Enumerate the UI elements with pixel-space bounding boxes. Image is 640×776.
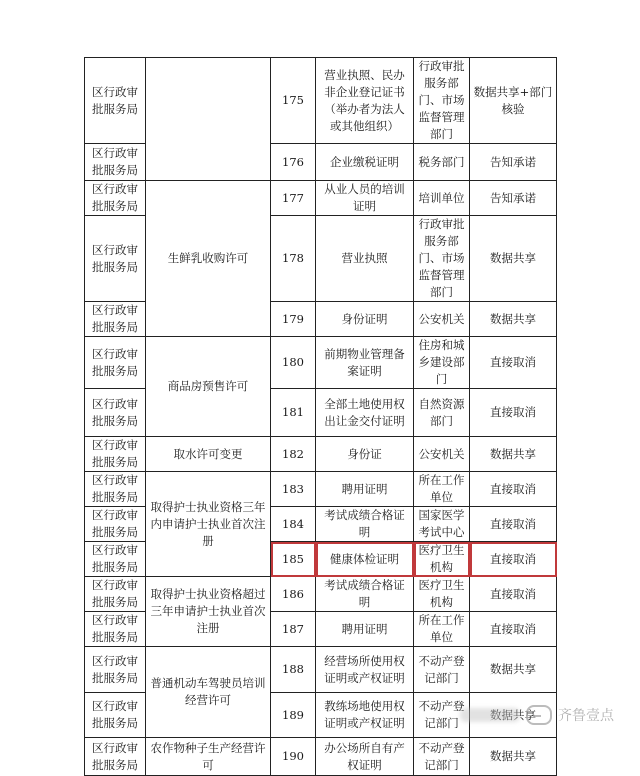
department-cell: 区行政审批服务局 [85, 144, 146, 181]
item-cell: 普通机动车驾驶员培训经营许可 [146, 647, 271, 738]
issuer-cell: 行政审批服务部门、市场监督管理部门 [414, 58, 470, 144]
number-cell: 185 [271, 542, 316, 577]
table-row [85, 577, 557, 612]
table-row [85, 437, 557, 472]
issuer-cell: 国家医学考试中心 [414, 507, 470, 542]
item-cell: 取得护士执业资格超过三年申请护士执业首次注册 [146, 577, 271, 647]
issuer-cell: 不动产登记部门 [414, 693, 470, 738]
document-cell: 从业人员的培训证明 [316, 181, 414, 216]
document-cell: 经营场所使用权证明或产权证明 [316, 647, 414, 693]
issuer-cell: 税务部门 [414, 144, 470, 181]
method-cell: 直接取消 [470, 577, 557, 612]
item-cell: 生鲜乳收购许可 [146, 181, 271, 337]
method-cell: 告知承诺 [470, 181, 557, 216]
document-cell: 聘用证明 [316, 472, 414, 507]
department-cell: 区行政审批服务局 [85, 693, 146, 738]
document-cell: 教练场地使用权证明或产权证明 [316, 693, 414, 738]
department-cell: 区行政审批服务局 [85, 472, 146, 507]
document-cell: 考试成绩合格证明 [316, 507, 414, 542]
method-cell: 数据共享 [470, 437, 557, 472]
department-cell: 区行政审批服务局 [85, 302, 146, 337]
number-cell: 181 [271, 389, 316, 437]
number-cell: 188 [271, 647, 316, 693]
document-cell: 企业缴税证明 [316, 144, 414, 181]
department-cell: 区行政审批服务局 [85, 507, 146, 542]
department-cell: 区行政审批服务局 [85, 612, 146, 647]
method-cell: 直接取消 [470, 612, 557, 647]
item-cell: 商品房预售许可 [146, 337, 271, 437]
issuer-cell: 行政审批服务部门、市场监督管理部门 [414, 216, 470, 302]
method-cell: 数据共享 [470, 216, 557, 302]
method-cell: 数据共享 [470, 693, 557, 738]
department-cell: 区行政审批服务局 [85, 437, 146, 472]
document-cell: 前期物业管理备案证明 [316, 337, 414, 389]
watermark-label: 齐鲁壹点 [558, 708, 614, 724]
item-cell [146, 58, 271, 181]
department-cell: 区行政审批服务局 [85, 181, 146, 216]
document-cell: 营业执照 [316, 216, 414, 302]
issuer-cell: 自然资源部门 [414, 389, 470, 437]
number-cell: 189 [271, 693, 316, 738]
item-cell: 农作物种子生产经营许可 [146, 738, 271, 776]
method-cell: 直接取消 [470, 507, 557, 542]
issuer-cell: 不动产登记部门 [414, 647, 470, 693]
department-cell: 区行政审批服务局 [85, 58, 146, 144]
table-row [85, 58, 557, 144]
document-cell: 健康体检证明 [316, 542, 414, 577]
department-cell: 区行政审批服务局 [85, 577, 146, 612]
document-cell: 考试成绩合格证明 [316, 577, 414, 612]
method-cell: 数据共享+部门核验 [470, 58, 557, 144]
document-cell: 全部土地使用权出让金交付证明 [316, 389, 414, 437]
issuer-cell: 所在工作单位 [414, 472, 470, 507]
number-cell: 178 [271, 216, 316, 302]
issuer-cell: 不动产登记部门 [414, 738, 470, 776]
method-cell: 直接取消 [470, 389, 557, 437]
department-cell: 区行政审批服务局 [85, 647, 146, 693]
table-row [85, 472, 557, 507]
issuer-cell: 公安机关 [414, 302, 470, 337]
document-cell: 聘用证明 [316, 612, 414, 647]
number-cell: 184 [271, 507, 316, 542]
table-row [85, 647, 557, 693]
number-cell: 177 [271, 181, 316, 216]
table-row [85, 738, 557, 776]
document-cell: 身份证明 [316, 302, 414, 337]
issuer-cell: 所在工作单位 [414, 612, 470, 647]
method-cell: 直接取消 [470, 337, 557, 389]
department-cell: 区行政审批服务局 [85, 216, 146, 302]
table-row [85, 181, 557, 216]
department-cell: 区行政审批服务局 [85, 337, 146, 389]
number-cell: 190 [271, 738, 316, 776]
department-cell: 区行政审批服务局 [85, 389, 146, 437]
method-cell: 告知承诺 [470, 144, 557, 181]
document-cell: 身份证 [316, 437, 414, 472]
number-cell: 180 [271, 337, 316, 389]
number-cell: 186 [271, 577, 316, 612]
approval-documents-table [84, 57, 557, 776]
method-cell: 数据共享 [470, 647, 557, 693]
document-cell: 办公场所自有产权证明 [316, 738, 414, 776]
issuer-cell: 医疗卫生机构 [414, 577, 470, 612]
department-cell: 区行政审批服务局 [85, 542, 146, 577]
issuer-cell: 公安机关 [414, 437, 470, 472]
item-cell: 取得护士执业资格三年内申请护士执业首次注册 [146, 472, 271, 577]
item-cell: 取水许可变更 [146, 437, 271, 472]
method-cell: 数据共享 [470, 738, 557, 776]
method-cell: 直接取消 [470, 472, 557, 507]
number-cell: 176 [271, 144, 316, 181]
method-cell: 数据共享 [470, 302, 557, 337]
department-cell: 区行政审批服务局 [85, 738, 146, 776]
document-cell: 营业执照、民办非企业登记证书（举办者为法人或其他组织） [316, 58, 414, 144]
number-cell: 182 [271, 437, 316, 472]
issuer-cell: 住房和城乡建设部门 [414, 337, 470, 389]
issuer-cell: 医疗卫生机构 [414, 542, 470, 577]
number-cell: 183 [271, 472, 316, 507]
number-cell: 187 [271, 612, 316, 647]
method-cell: 直接取消 [470, 542, 557, 577]
number-cell: 175 [271, 58, 316, 144]
issuer-cell: 培训单位 [414, 181, 470, 216]
number-cell: 179 [271, 302, 316, 337]
table-row [85, 337, 557, 389]
